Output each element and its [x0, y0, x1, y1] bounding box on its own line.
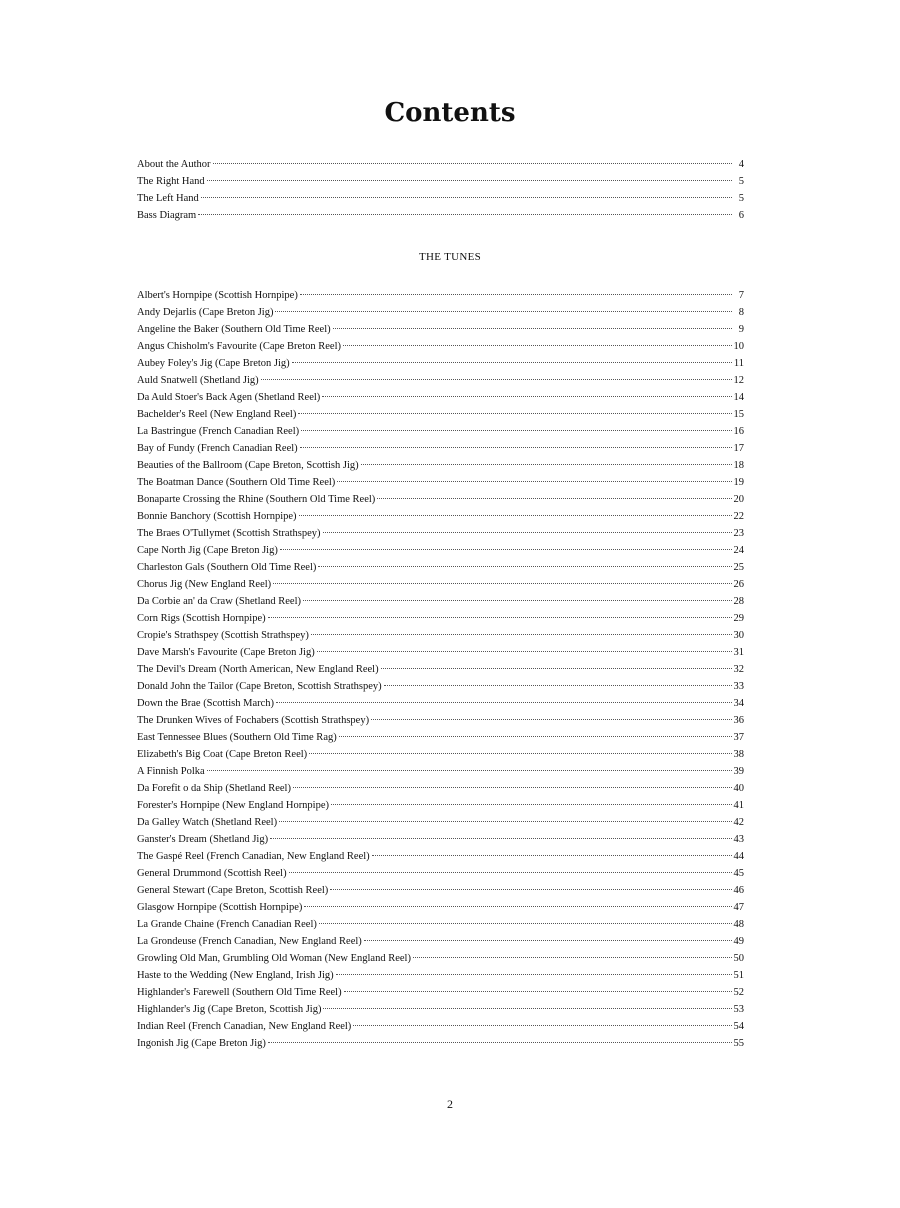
toc-entry-title: Beauties of the Ballroom (Cape Breton, Scottish Jig) — [137, 460, 359, 471]
dot-leader — [268, 617, 732, 618]
dot-leader — [323, 532, 732, 533]
toc-entry — [137, 661, 744, 678]
toc-entry — [137, 406, 744, 423]
toc-entry-page: 19 — [733, 477, 744, 488]
toc-entry-page: 46 — [733, 885, 744, 896]
toc-entry-page: 52 — [733, 987, 744, 998]
toc-entry-page: 42 — [733, 817, 744, 828]
toc-entry-page: 41 — [733, 800, 744, 811]
toc-entry-title: A Finnish Polka — [137, 766, 205, 777]
toc-entry-title: Dave Marsh's Favourite (Cape Breton Jig) — [137, 647, 315, 658]
toc-entry — [137, 882, 744, 899]
dot-leader — [336, 974, 732, 975]
dot-leader — [339, 736, 732, 737]
toc-entry — [137, 304, 744, 321]
toc-entry — [137, 474, 744, 491]
dot-leader — [353, 1025, 731, 1026]
toc-entry — [137, 1018, 744, 1035]
toc-entry-page: 5 — [738, 176, 744, 187]
dot-leader — [213, 163, 733, 164]
dot-leader — [371, 719, 731, 720]
dot-leader — [304, 906, 731, 907]
toc-entry-title: Cape North Jig (Cape Breton Jig) — [137, 545, 278, 556]
toc-entry-page: 16 — [733, 426, 744, 437]
toc-entry-title: Elizabeth's Big Coat (Cape Breton Reel) — [137, 749, 308, 760]
toc-entry-title: La Grande Chaine (French Canadian Reel) — [137, 919, 317, 930]
dot-leader — [317, 651, 732, 652]
toc-entry-page: 53 — [733, 1004, 744, 1015]
toc-entry-page: 48 — [733, 919, 744, 930]
toc-entry-page: 10 — [733, 341, 744, 352]
dot-leader — [270, 838, 731, 839]
toc-entry-page: 50 — [733, 953, 744, 964]
toc-entry — [137, 156, 744, 173]
toc-entry-title: Bass Diagram — [137, 210, 197, 221]
toc-entry-title: Albert's Hornpipe (Scottish Hornpipe) — [137, 290, 298, 301]
dot-leader — [361, 464, 732, 465]
toc-entry — [137, 797, 744, 814]
toc-entry — [137, 984, 744, 1001]
toc-entry-title: Bachelder's Reel (New England Reel) — [137, 409, 297, 420]
dot-leader — [279, 821, 731, 822]
dot-leader — [322, 396, 731, 397]
toc-entry-page: 7 — [738, 290, 744, 301]
dot-leader — [331, 804, 731, 805]
toc-entry — [137, 457, 744, 474]
toc-entry — [137, 1035, 744, 1052]
toc-entry-title: Da Auld Stoer's Back Agen (Shetland Reel) — [137, 392, 321, 403]
toc-entry-title: Andy Dejarlis (Cape Breton Jig) — [137, 307, 274, 318]
toc-entry — [137, 440, 744, 457]
toc-entry-title: General Drummond (Scottish Reel) — [137, 868, 287, 879]
toc-entry-page: 5 — [738, 193, 744, 204]
toc-entry-title: Da Forefit o da Ship (Shetland Reel) — [137, 783, 291, 794]
toc-entry-page: 47 — [733, 902, 744, 913]
dot-leader — [311, 634, 732, 635]
toc-entry-page: 28 — [733, 596, 744, 607]
toc-entry — [137, 695, 744, 712]
toc-entry-page: 6 — [738, 210, 744, 221]
dot-leader — [280, 549, 732, 550]
toc-entry-title: The Right Hand — [137, 176, 205, 187]
toc-entry — [137, 338, 744, 355]
toc-entry-title: About the Author — [137, 159, 211, 170]
dot-leader — [344, 991, 732, 992]
toc-entry-title: The Braes O'Tullymet (Scottish Strathspey) — [137, 528, 321, 539]
toc-entry — [137, 644, 744, 661]
toc-entry-page: 29 — [733, 613, 744, 624]
toc-entry — [137, 355, 744, 372]
toc-entry — [137, 173, 744, 190]
toc-entry-title: Down the Brae (Scottish March) — [137, 698, 275, 709]
dot-leader — [207, 770, 732, 771]
toc-entry — [137, 814, 744, 831]
toc-entry — [137, 627, 744, 644]
toc-entry-title: The Devil's Dream (North American, New England Reel) — [137, 664, 379, 675]
toc-entry-page: 38 — [733, 749, 744, 760]
toc-entry-title: Highlander's Farewell (Southern Old Time Reel) — [137, 987, 342, 998]
toc-entry-title: Glasgow Hornpipe (Scottish Hornpipe) — [137, 902, 303, 913]
toc-entry-page: 45 — [733, 868, 744, 879]
tunes-heading: THE TUNES — [418, 251, 482, 263]
dot-leader — [318, 566, 731, 567]
dot-leader — [298, 413, 731, 414]
toc-entry-title: Donald John the Tailor (Cape Breton, Scottish Strathspey) — [137, 681, 382, 692]
dot-leader — [333, 328, 732, 329]
toc-entry — [137, 559, 744, 576]
dot-leader — [289, 872, 732, 873]
toc-entry — [137, 576, 744, 593]
dot-leader — [372, 855, 732, 856]
toc-entry — [137, 542, 744, 559]
toc-entry-page: 15 — [733, 409, 744, 420]
toc-entry-page: 17 — [733, 443, 744, 454]
toc-entry-title: Ganster's Dream (Shetland Jig) — [137, 834, 269, 845]
toc-entry-title: East Tennessee Blues (Southern Old Time Rag) — [137, 732, 337, 743]
toc-entry — [137, 423, 744, 440]
tunes-list — [137, 287, 744, 1052]
dot-leader — [268, 1042, 732, 1043]
toc-entry — [137, 967, 744, 984]
front-matter-list — [137, 156, 744, 224]
toc-entry-title: Aubey Foley's Jig (Cape Breton Jig) — [137, 358, 290, 369]
toc-entry-page: 4 — [738, 159, 744, 170]
toc-entry-title: Da Galley Watch (Shetland Reel) — [137, 817, 278, 828]
toc-entry — [137, 933, 744, 950]
dot-leader — [300, 294, 732, 295]
toc-entry-title: Bonnie Banchory (Scottish Hornpipe) — [137, 511, 297, 522]
toc-entry-page: 14 — [733, 392, 744, 403]
dot-leader — [309, 753, 731, 754]
toc-entry — [137, 207, 744, 224]
toc-entry — [137, 831, 744, 848]
toc-entry-page: 11 — [733, 358, 744, 369]
dot-leader — [343, 345, 732, 346]
toc-entry — [137, 593, 744, 610]
toc-entry-page: 22 — [733, 511, 744, 522]
dot-leader — [276, 702, 731, 703]
dot-leader — [207, 180, 732, 181]
toc-entry — [137, 950, 744, 967]
toc-entry-title: Indian Reel (French Canadian, New England Reel) — [137, 1021, 352, 1032]
dot-leader — [301, 430, 731, 431]
toc-entry — [137, 899, 744, 916]
dot-leader — [337, 481, 731, 482]
dot-leader — [384, 685, 732, 686]
dot-leader — [323, 1008, 731, 1009]
toc-entry — [137, 389, 744, 406]
dot-leader — [303, 600, 731, 601]
dot-leader — [330, 889, 731, 890]
toc-entry — [137, 763, 744, 780]
toc-entry — [137, 848, 744, 865]
dot-leader — [319, 923, 732, 924]
dot-leader — [293, 787, 732, 788]
dot-leader — [364, 940, 732, 941]
toc-entry-page: 44 — [733, 851, 744, 862]
toc-entry-page: 55 — [733, 1038, 744, 1049]
dot-leader — [381, 668, 732, 669]
toc-entry-title: Chorus Jig (New England Reel) — [137, 579, 272, 590]
toc-entry — [137, 287, 744, 304]
dot-leader — [413, 957, 732, 958]
toc-entry — [137, 746, 744, 763]
toc-entry-title: Growling Old Man, Grumbling Old Woman (New England Reel) — [137, 953, 411, 964]
toc-entry-title: General Stewart (Cape Breton, Scottish Reel) — [137, 885, 329, 896]
toc-entry-title: Corn Rigs (Scottish Hornpipe) — [137, 613, 266, 624]
dot-leader — [275, 311, 732, 312]
toc-entry-page: 23 — [733, 528, 744, 539]
toc-entry-page: 24 — [733, 545, 744, 556]
toc-entry — [137, 729, 744, 746]
toc-entry-title: Da Corbie an' da Craw (Shetland Reel) — [137, 596, 302, 607]
toc-entry-title: The Gaspé Reel (French Canadian, New England Reel) — [137, 851, 370, 862]
toc-entry — [137, 525, 744, 542]
toc-entry-title: Haste to the Wedding (New England, Irish Jig) — [137, 970, 334, 981]
toc-entry-title: The Boatman Dance (Southern Old Time Reel) — [137, 477, 336, 488]
page-title: Contents — [384, 98, 516, 128]
toc-entry-page: 51 — [733, 970, 744, 981]
toc-entry-page: 34 — [733, 698, 744, 709]
toc-entry-page: 54 — [733, 1021, 744, 1032]
toc-entry-title: The Left Hand — [137, 193, 199, 204]
toc-entry-title: Auld Snatwell (Shetland Jig) — [137, 375, 259, 386]
toc-entry-title: Charleston Gals (Southern Old Time Reel) — [137, 562, 317, 573]
toc-entry-page: 26 — [733, 579, 744, 590]
dot-leader — [273, 583, 731, 584]
toc-entry-title: La Grondeuse (French Canadian, New England Reel) — [137, 936, 362, 947]
dot-leader — [292, 362, 732, 363]
toc-entry-page: 33 — [733, 681, 744, 692]
toc-entry — [137, 610, 744, 627]
toc-entry-title: Forester's Hornpipe (New England Hornpipe) — [137, 800, 330, 811]
toc-entry — [137, 916, 744, 933]
toc-entry-title: Ingonish Jig (Cape Breton Jig) — [137, 1038, 266, 1049]
toc-entry-page: 36 — [733, 715, 744, 726]
toc-entry-title: Highlander's Jig (Cape Breton, Scottish Jig) — [137, 1004, 322, 1015]
dot-leader — [300, 447, 732, 448]
toc-entry-title: Cropie's Strathspey (Scottish Strathspey) — [137, 630, 309, 641]
toc-entry-page: 43 — [733, 834, 744, 845]
toc-entry-page: 37 — [733, 732, 744, 743]
toc-entry-page: 40 — [733, 783, 744, 794]
page-number: 2 — [447, 1097, 453, 1111]
toc-entry — [137, 1001, 744, 1018]
toc-entry-title: Bonaparte Crossing the Rhine (Southern Old Time Reel) — [137, 494, 376, 505]
toc-entry-page: 18 — [733, 460, 744, 471]
toc-entry-title: Angus Chisholm's Favourite (Cape Breton Reel) — [137, 341, 341, 352]
dot-leader — [377, 498, 731, 499]
toc-entry — [137, 712, 744, 729]
toc-entry-page: 49 — [733, 936, 744, 947]
toc-entry-page: 30 — [733, 630, 744, 641]
toc-entry — [137, 780, 744, 797]
toc-entry-page: 31 — [733, 647, 744, 658]
toc-entry-page: 32 — [733, 664, 744, 675]
toc-entry-page: 20 — [733, 494, 744, 505]
dot-leader — [198, 214, 732, 215]
dot-leader — [299, 515, 732, 516]
toc-entry-title: La Bastringue (French Canadian Reel) — [137, 426, 300, 437]
toc-entry-page: 39 — [733, 766, 744, 777]
toc-entry — [137, 190, 744, 207]
toc-entry — [137, 372, 744, 389]
toc-entry-page: 8 — [738, 307, 744, 318]
toc-entry — [137, 508, 744, 525]
dot-leader — [201, 197, 732, 198]
toc-entry — [137, 321, 744, 338]
toc-entry-page: 12 — [733, 375, 744, 386]
toc-entry-title: The Drunken Wives of Fochabers (Scottish Strathspey) — [137, 715, 370, 726]
dot-leader — [261, 379, 732, 380]
toc-entry-page: 25 — [733, 562, 744, 573]
toc-entry — [137, 678, 744, 695]
toc-entry-page: 9 — [738, 324, 744, 335]
toc-entry-title: Angeline the Baker (Southern Old Time Reel) — [137, 324, 331, 335]
toc-entry-title: Bay of Fundy (French Canadian Reel) — [137, 443, 298, 454]
toc-entry — [137, 491, 744, 508]
toc-entry — [137, 865, 744, 882]
